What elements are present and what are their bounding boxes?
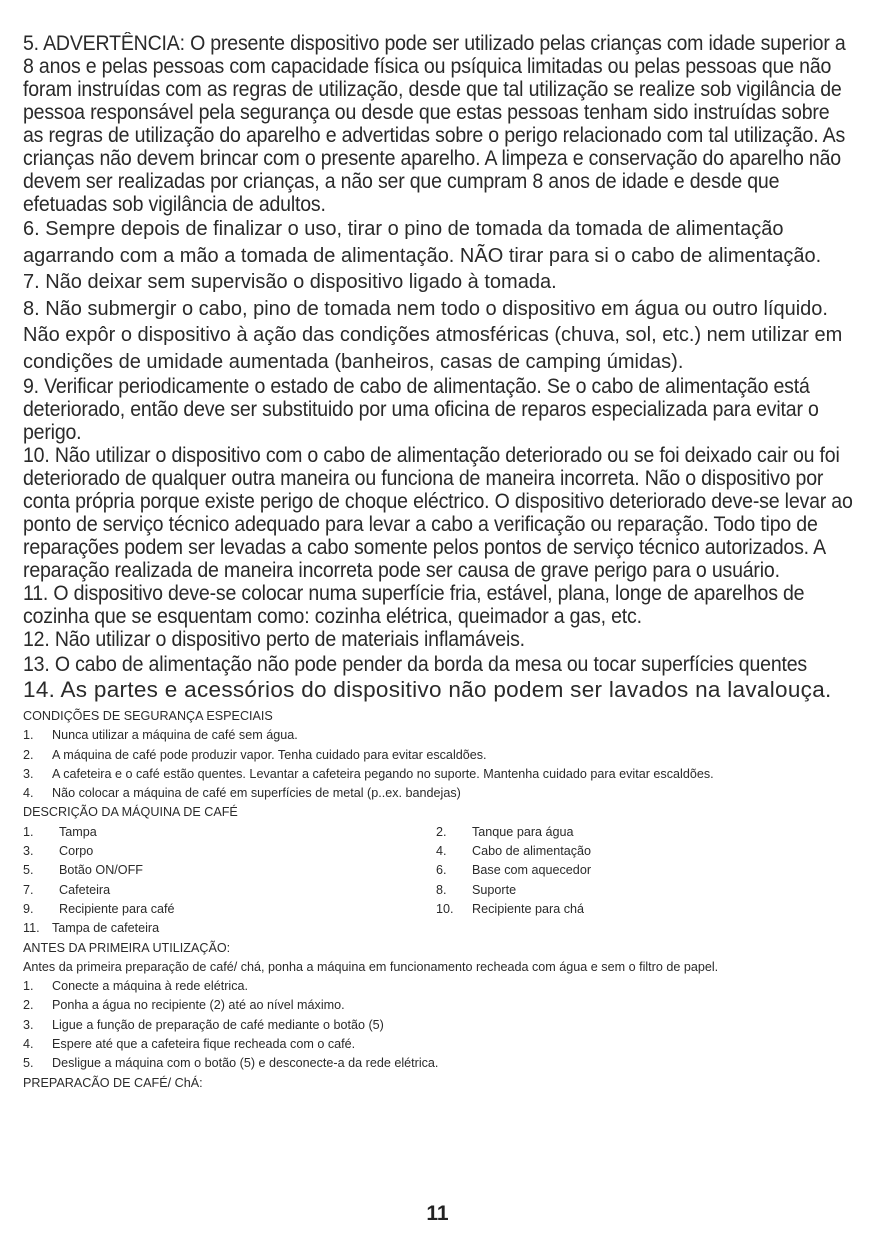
parts-list <box>23 823 853 939</box>
list-item: 2. Ponha a água no recipiente (2) até ao nível máximo. <box>23 998 345 1013</box>
part-item: 8. Suporte <box>436 882 517 897</box>
part-item: 2. Tanque para água <box>436 824 574 839</box>
list-item: 2. A máquina de café pode produzir vapor. Tenha cuidado para evitar escaldões. <box>23 747 487 762</box>
warning-6: 6. Sempre depois de finalizar o uso, tirar o pino de tomada da tomada de alimentação agarrando com a mão a tomada de alimentação. NÃO tirar para si o cabo de alimentação. <box>23 218 822 267</box>
part-item: 9. Recipiente para café <box>23 901 175 916</box>
manual-page <box>23 32 853 1093</box>
part-item: 7. Cafeteira <box>23 882 111 897</box>
list-item: 4. Não colocar a máquina de café em superfícies de metal (p..ex. bandejas) <box>23 786 461 801</box>
part-item: 6. Base com aquecedor <box>436 863 592 878</box>
part-item: 5. Botão ON/OFF <box>23 863 143 878</box>
warning-12: 12. Não utilizar o dispositivo perto de materiais inflamáveis. <box>23 628 525 651</box>
warning-7: 7. Não deixar sem supervisão o dispositivo ligado à tomada. <box>23 271 557 293</box>
part-item: 10. Recipiente para chá <box>436 901 585 916</box>
warning-5: 5. ADVERTÊNCIA: O presente dispositivo pode ser utilizado pelas crianças com idade superior a 8 anos e pelas pessoas com capacidade física ou psíquica limitadas ou pelas pessoas que não foram instruídas com as regras de utilização, desde que tal utilização se realize sob vigilância de pessoa responsável pela segurança ou desde que estas pessoas tenham sido instruídas sobre as regras de utilização do aparelho e advertidas sobre o perigo relacionado com tal utilização. As crianças não devem brincar com o presente aparelho. A limpeza e conservação do aparelho não devem ser realizadas por crianças, a não ser que cumpram 8 anos de idade e desde que efetuadas sob vigilância de adultos. <box>23 32 846 216</box>
list-item: 4. Espere até que a cafeteira fique recheada com o café. <box>23 1037 356 1052</box>
warning-14: 14. As partes e acessórios do dispositivo não podem ser lavados na lavalouça. <box>23 677 832 702</box>
warning-13: 13. O cabo de alimentação não pode pender da borda da mesa ou tocar superfícies quentes <box>23 653 808 676</box>
part-item: 11. Tampa de cafeteira <box>23 921 160 936</box>
warning-8: 8. Não submergir o cabo, pino de tomada nem todo o dispositivo em água ou outro líquido. Não expôr o dispositivo à ação das condições atmosféricas (chuva, sol, etc.) nem utilizar em condições de umidade aumentada (banheiros, casas de camping úmidas). <box>23 297 843 373</box>
warning-10: 10. Não utilizar o dispositivo com o cabo de alimentação deteriorado ou se foi deixado cair ou foi deteriorado de qualquer outra maneira ou funciona de maneira incorreta. Não o dispositivo por conta própria porque existe perigo de choque eléctrico. O dispositivo deteriorado deve-se levar ao ponto de serviço técnico adequado para levar a cabo a verificação ou reparação. Todo tipo de reparações podem ser levadas a cabo somente pelos pontos de serviço técnico autorizados. A reparação realizada de maneira incorreta pode ser causa de grave perigo para o usuário. <box>23 444 853 582</box>
general-warnings <box>23 32 853 702</box>
warning-11: 11. O dispositivo deve-se colocar numa superfície fria, estável, plana, longe de aparelhos de cozinha que se esquentam como: cozinha elétrica, queimador a gas, etc. <box>23 582 805 628</box>
page-number: 11 <box>426 1202 449 1225</box>
preparation-heading: PREPARACÃO DE CAFÉ/ ChÁ: <box>23 1075 203 1090</box>
part-item: 3. Corpo <box>23 844 94 859</box>
list-item: 1. Nunca utilizar a máquina de café sem água. <box>23 728 298 743</box>
warning-9: 9. Verificar periodicamente o estado de cabo de alimentação. Se o cabo de alimentação está deteriorado, então deve ser substituido por uma oficina de reparos especializada para evitar o perigo. <box>23 375 819 444</box>
list-item: 3. Ligue a função de preparação de café mediante o botão (5) <box>23 1017 384 1032</box>
list-item: 5. Desligue a máquina com o botão (5) e desconecte-a da rede elétrica. <box>23 1056 439 1071</box>
special-safety-heading: CONDIÇÕES DE SEGURANÇA ESPECIAIS <box>23 709 273 723</box>
description-heading: DESCRIÇÃO DA MÁQUINA DE CAFÉ <box>23 805 238 820</box>
part-item: 1. Tampa <box>23 824 97 839</box>
list-item: 1. Conecte a máquina à rede elétrica. <box>23 979 249 994</box>
list-item: 3. A cafeteira e o café estão quentes. Levantar a cafeteira pegando no suporte. Mantenha cuidado para evitar escaldões. <box>23 766 714 781</box>
special-safety-section <box>23 707 853 1093</box>
before-first-use-heading: ANTES DA PRIMEIRA UTILIZAÇÃO: <box>23 940 231 955</box>
part-item: 4. Cabo de alimentação <box>436 844 592 859</box>
before-first-use-intro: Antes da primeira preparação de café/ chá, ponha a máquina em funcionamento recheada com água e sem o filtro de papel. <box>23 959 719 974</box>
